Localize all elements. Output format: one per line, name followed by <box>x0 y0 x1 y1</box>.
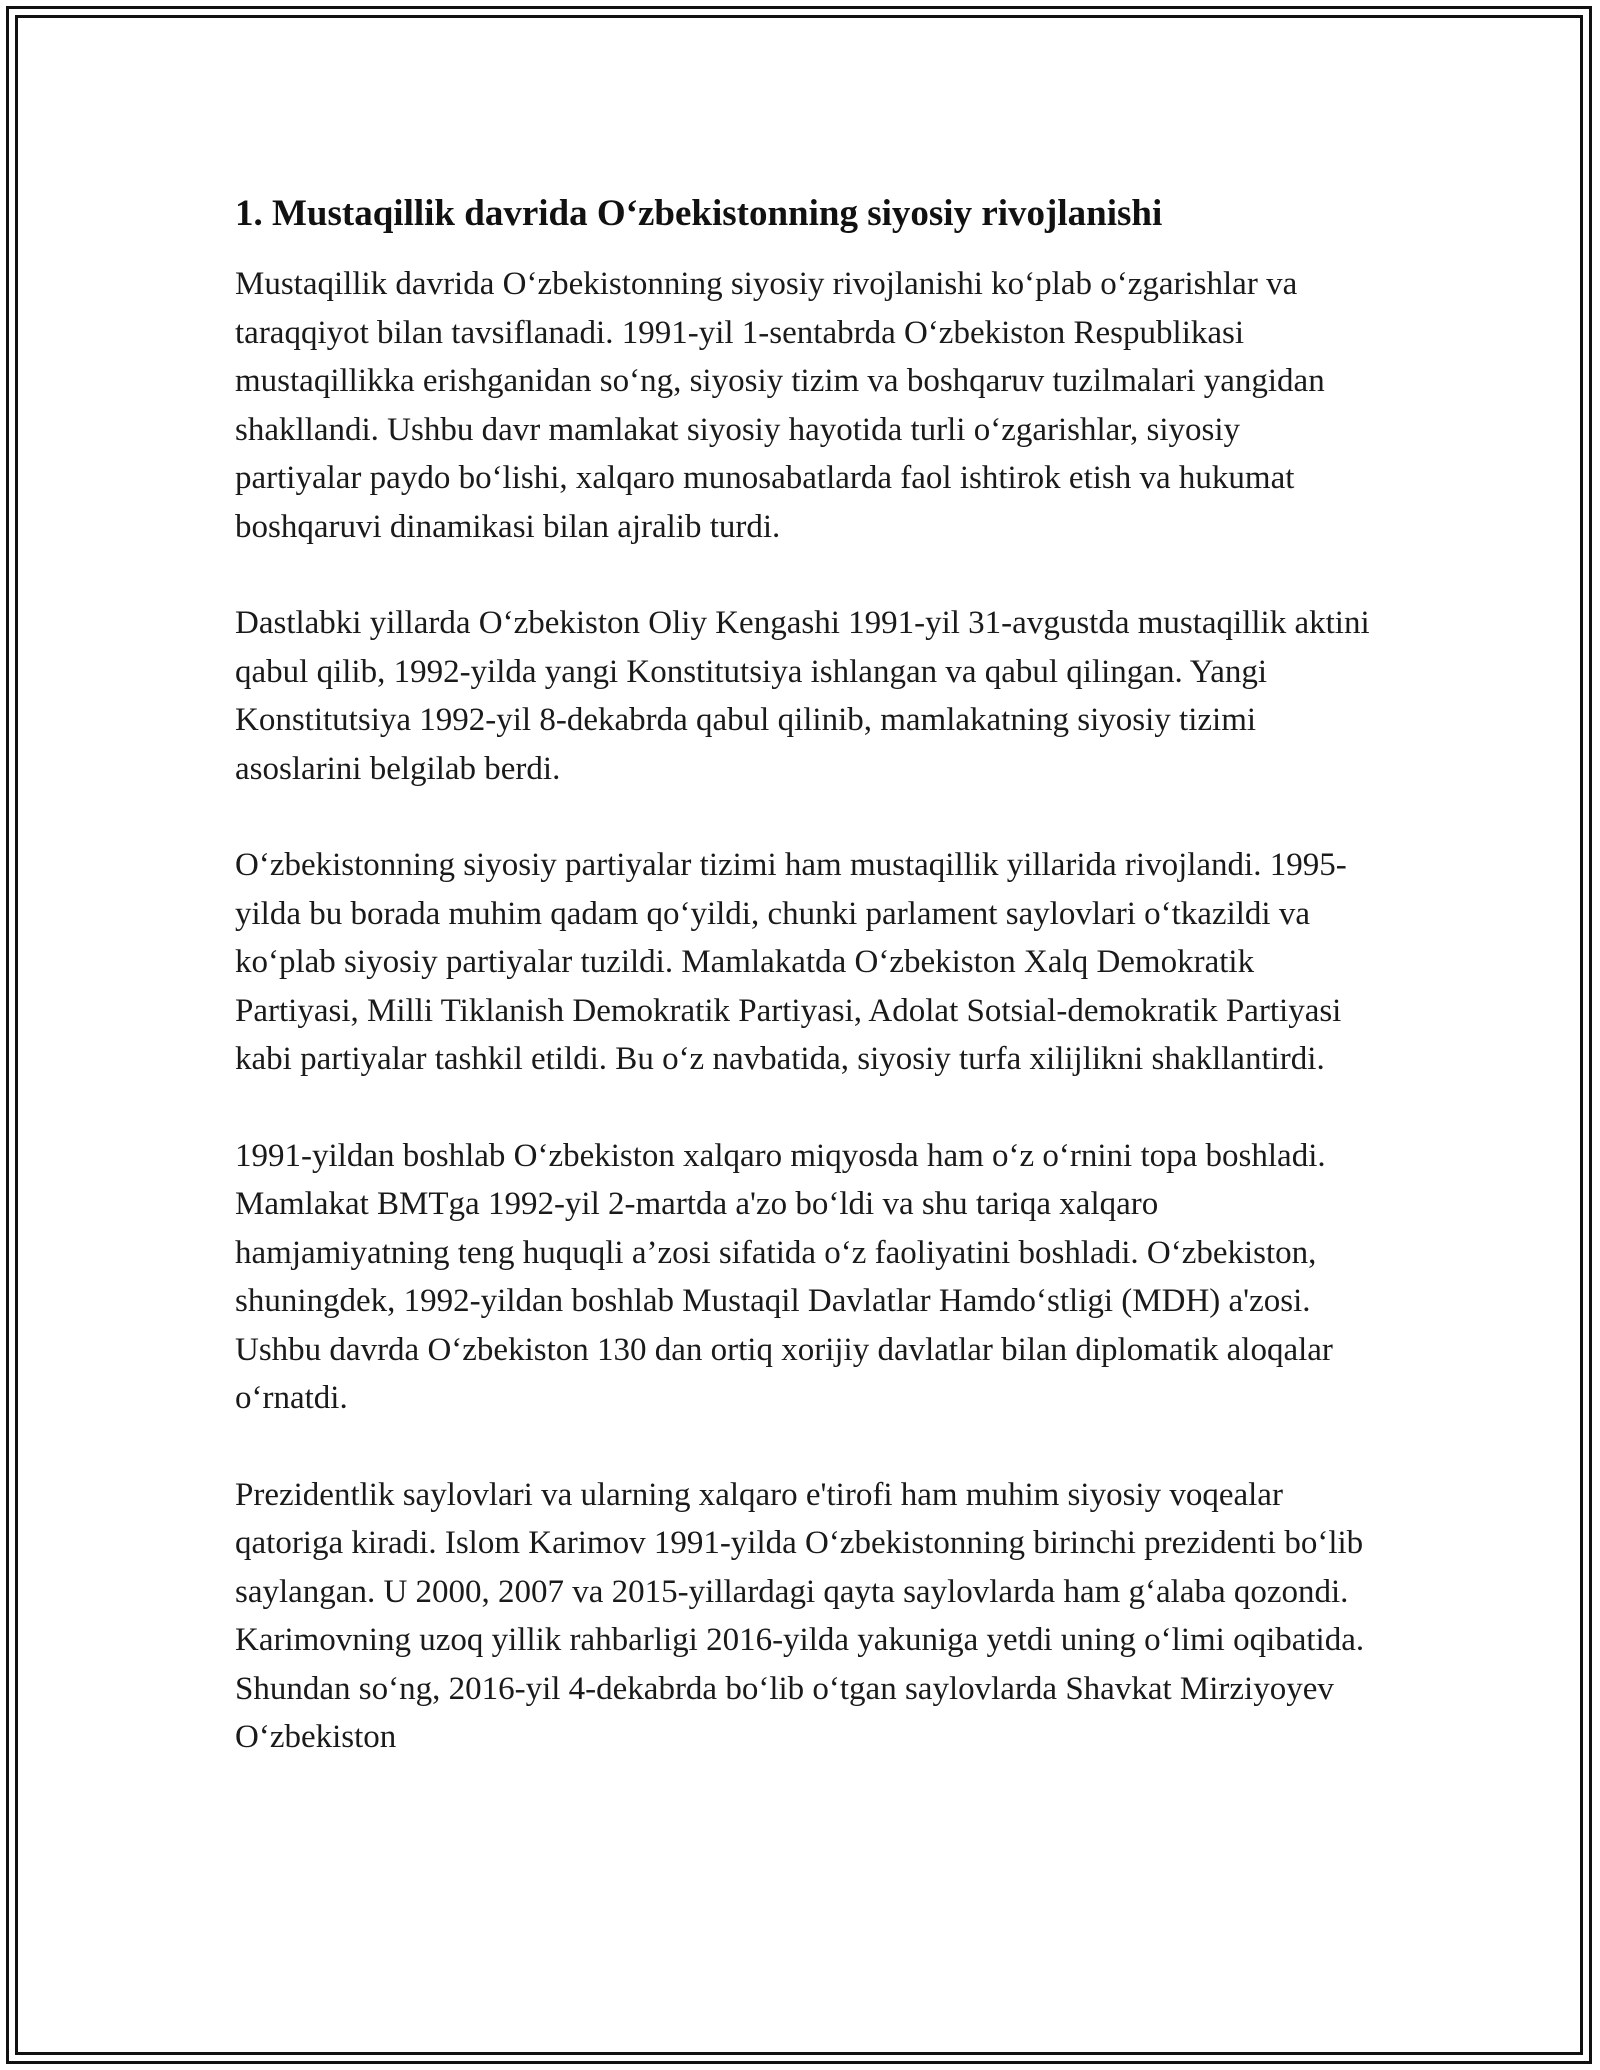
paragraph-2: Dastlabki yillarda O‘zbekiston Oliy Kengashi 1991-yil 31-avgustda mustaqillik aktini qabul qilib, 1992-yilda yangi Konstitutsiya ishlangan va qabul qilingan. Yangi Konstitutsiya 1992-yil 8-dekabrda qabul qilinib, mamlakatning siyosiy tizimi asoslarini belgilab berdi. <box>235 605 1370 787</box>
paragraph-4: 1991-yildan boshlab O‘zbekiston xalqaro miqyosda ham o‘z o‘rnini topa boshladi. Mamlakat BMTga 1992-yil 2-martda a'zo bo‘ldi va shu tariqa xalqaro hamjamiyatning teng huquqli a’zosi sifatida o‘z faoliyatini boshladi. O‘zbekiston, shuningdek, 1992-yildan boshlab Mustaqil Davlatlar Hamdo‘stligi (MDH) a'zosi. Ushbu davrda O‘zbekiston 130 dan ortiq xorijiy davlatlar bilan diplomatik aloqalar o‘rnatdi. <box>235 1137 1333 1416</box>
document-body <box>235 186 1370 1810</box>
paragraph-5: Prezidentlik saylovlari va ularning xalqaro e'tirofi ham muhim siyosiy voqealar qatoriga kiradi. Islom Karimov 1991-yilda O‘zbekistonning birinchi prezidenti bo‘lib saylangan. U 2000, 2007 va 2015-yillardagi qayta saylovlarda ham g‘alaba qozondi. Karimovning uzoq yillik rahbarligi 2016-yilda yakuniga yetdi uning o‘limi oqibatida. Shundan so‘ng, 2016-yil 4-dekabrda bo‘lib o‘tgan saylovlarda Shavkat Mirziyoyev O‘zbekiston <box>235 1476 1365 1755</box>
section-title: 1. Mustaqillik davrida O‘zbekistonning siyosiy rivojlanishi <box>235 193 1163 234</box>
paragraph-3: O‘zbekistonning siyosiy partiyalar tizimi ham mustaqillik yillarida rivojlandi. 1995-yilda bu borada muhim qadam qo‘yildi, chunki parlament saylovlari o‘tkazildi va ko‘plab siyosiy partiyalar tuzildi. Mamlakatda O‘zbekiston Xalq Demokratik Partiyasi, Milli Tiklanish Demokratik Partiyasi, Adolat Sotsial-demokratik Partiyasi kabi partiyalar tashkil etildi. Bu o‘z navbatida, siyosiy turfa xilijlikni shakllantirdi. <box>235 847 1347 1077</box>
paragraph-1: Mustaqillik davrida O‘zbekistonning siyosiy rivojlanishi ko‘plab o‘zgarishlar va taraqqiyot bilan tavsiflanadi. 1991-yil 1-sentabrda O‘zbekiston Respublikasi mustaqillikka erishganidan so‘ng, siyosiy tizim va boshqaruv tuzilmalari yangidan shakllandi. Ushbu davr mamlakat siyosiy hayotida turli o‘zgarishlar, siyosiy partiyalar paydo bo‘lishi, xalqaro munosabatlarda faol ishtirok etish va hukumat boshqaruvi dinamikasi bilan ajralib turdi. <box>235 266 1325 545</box>
